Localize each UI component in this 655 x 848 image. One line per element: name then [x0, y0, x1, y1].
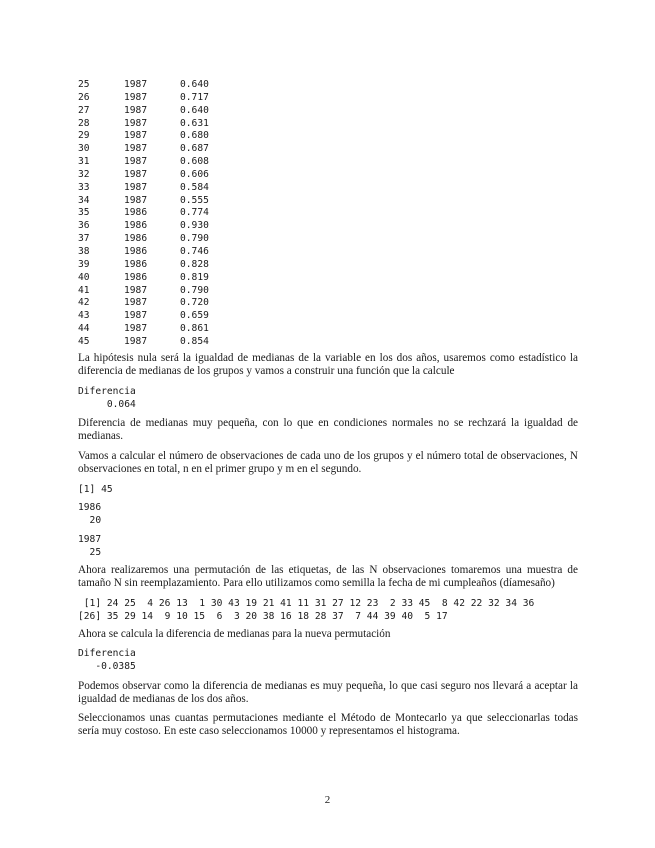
table-row: [78, 297, 209, 310]
table-row: [78, 182, 209, 195]
value-cell: 0.631: [180, 117, 209, 129]
year-cell: 1986: [124, 220, 148, 232]
year-cell: 1986: [124, 258, 148, 270]
value-cell: 0.640: [180, 79, 209, 90]
year-cell: 1987: [124, 194, 148, 206]
paragraph-null-hypothesis: La hipótesis nula será la igualdad de medianas de la variable en los dos años, usaremos como estadístico la diferencia de medianas de los grupos y vamos a construir una función que la calcule: [78, 352, 578, 378]
output-permutation-indices: [1] 24 25 4 26 13 1 30 43 19 21 41 11 31 27 12 23 2 33 45 8 42 22 32 34 36 [26] 35 29 14 9 10 15 6 3 20 38 16 18 28 37 7 44 39 40 5 17: [78, 598, 535, 622]
value-cell: 0.608: [180, 156, 209, 168]
value-cell: 0.861: [180, 323, 209, 335]
value-cell: 0.717: [180, 91, 209, 103]
year-cell: 1986: [124, 233, 148, 245]
table-row: [78, 323, 209, 336]
value-cell: 0.555: [180, 194, 209, 206]
year-cell: 1987: [124, 156, 148, 168]
row-index-cell: 45: [78, 335, 90, 347]
value-cell: 0.687: [180, 143, 209, 155]
row-index-cell: 29: [78, 130, 90, 142]
paragraph-small-difference: Diferencia de medianas muy pequeña, con lo que en condiciones normales no se rechzará la igualdad de medianas.: [78, 417, 578, 443]
value-cell: 0.746: [180, 245, 209, 257]
year-cell: 1987: [124, 323, 148, 335]
row-index-cell: 34: [78, 194, 90, 206]
year-cell: 1987: [124, 181, 148, 193]
table-row: [78, 79, 209, 92]
year-cell: 1986: [124, 271, 148, 283]
paragraph-count-observations: Vamos a calcular el número de observaciones de cada uno de los grupos y el número total de observaciones, N observaciones en total, n en el primer grupo y m en el segundo.: [78, 450, 578, 476]
row-index-cell: 27: [78, 104, 90, 116]
year-cell: 1987: [124, 117, 148, 129]
output-count-1986: 1986 20: [78, 502, 102, 526]
year-cell: 1987: [124, 168, 148, 180]
value-cell: 0.774: [180, 207, 209, 219]
table-row: [78, 92, 209, 105]
value-cell: 0.790: [180, 233, 209, 245]
table-row: [78, 246, 209, 259]
year-cell: 1987: [124, 104, 148, 116]
year-cell: 1987: [124, 310, 148, 322]
table-row: [78, 143, 209, 156]
output-count-1987: 1987 25: [78, 534, 102, 558]
table-row: [78, 118, 209, 131]
year-cell: 1987: [124, 130, 148, 142]
year-cell: 1987: [124, 143, 148, 155]
row-index-cell: 25: [78, 79, 90, 90]
row-index-cell: 43: [78, 310, 90, 322]
value-cell: 0.790: [180, 284, 209, 296]
row-index-cell: 30: [78, 143, 90, 155]
table-row: [78, 207, 209, 220]
paragraph-observation: Podemos observar como la diferencia de medianas es muy pequeña, lo que casi seguro nos llevará a aceptar la igualdad de medianas de los dos años.: [78, 680, 578, 706]
row-index-cell: 28: [78, 117, 90, 129]
row-index-cell: 35: [78, 207, 90, 219]
row-index-cell: 38: [78, 245, 90, 257]
row-index-cell: 41: [78, 284, 90, 296]
value-cell: 0.659: [180, 310, 209, 322]
row-index-cell: 40: [78, 271, 90, 283]
value-cell: 0.930: [180, 220, 209, 232]
table-row: [78, 195, 209, 208]
table-row: [78, 130, 209, 143]
row-index-cell: 36: [78, 220, 90, 232]
year-cell: 1986: [124, 245, 148, 257]
table-row: [78, 272, 209, 285]
row-index-cell: 33: [78, 181, 90, 193]
year-cell: 1987: [124, 79, 148, 90]
table-row: [78, 310, 209, 323]
table-row: [78, 285, 209, 298]
output-diferencia-observed: Diferencia 0.064: [78, 386, 136, 410]
year-cell: 1987: [124, 284, 148, 296]
value-cell: 0.854: [180, 335, 209, 347]
value-cell: 0.584: [180, 181, 209, 193]
value-cell: 0.640: [180, 104, 209, 116]
value-cell: 0.720: [180, 297, 209, 309]
row-index-cell: 39: [78, 258, 90, 270]
page-number: 2: [324, 794, 331, 806]
value-cell: 0.606: [180, 168, 209, 180]
table-row: [78, 336, 209, 349]
year-cell: 1987: [124, 297, 148, 309]
output-total-n: [1] 45: [78, 484, 113, 495]
value-cell: 0.680: [180, 130, 209, 142]
paragraph-permutation: Ahora realizaremos una permutación de las etiquetas, de las N observaciones tomaremos una muestra de tamaño N sin reemplazamiento. Para ello utilizamos como semilla la fecha de mi cumpleaños (díamesaño): [78, 564, 578, 590]
paragraph-new-difference: Ahora se calcula la diferencia de medianas para la nueva permutación: [78, 628, 391, 640]
row-index-cell: 26: [78, 91, 90, 103]
row-index-cell: 32: [78, 168, 90, 180]
table-row: [78, 156, 209, 169]
year-cell: 1987: [124, 335, 148, 347]
output-diferencia-permuted: Diferencia -0.0385: [78, 648, 136, 672]
row-index-cell: 37: [78, 233, 90, 245]
row-index-cell: 31: [78, 156, 90, 168]
value-cell: 0.819: [180, 271, 209, 283]
table-row: [78, 169, 209, 182]
paragraph-montecarlo: Seleccionamos unas cuantas permutaciones mediante el Método de Montecarlo ya que seleccionarlas todas sería muy costoso. En este caso seleccionamos 10000 y representamos el histograma.: [78, 712, 578, 738]
data-table: [78, 79, 209, 349]
row-index-cell: 42: [78, 297, 90, 309]
table-row: [78, 259, 209, 272]
year-cell: 1987: [124, 91, 148, 103]
row-index-cell: 44: [78, 323, 90, 335]
year-cell: 1986: [124, 207, 148, 219]
table-row: [78, 220, 209, 233]
table-row: [78, 105, 209, 118]
table-row: [78, 233, 209, 246]
value-cell: 0.828: [180, 258, 209, 270]
